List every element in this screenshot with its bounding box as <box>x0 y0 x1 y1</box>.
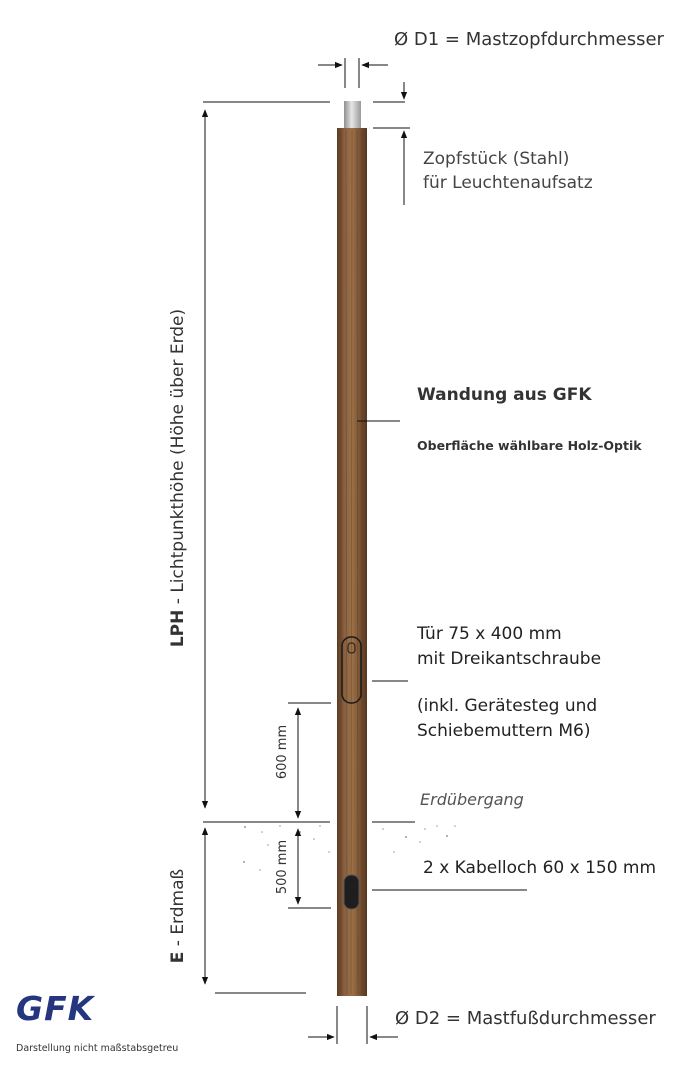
d2-label: Ø D2 = Mastfußdurchmesser <box>395 1008 656 1029</box>
door-line1: Tür 75 x 400 mm <box>417 624 562 644</box>
wandung-subtitle: Oberfläche wählbare Holz-Optik <box>417 438 642 453</box>
lph-abbr: LPH <box>168 609 188 648</box>
brand-logo: GFK <box>16 989 95 1028</box>
zopfstueck-label <box>423 147 593 195</box>
dim-600 <box>288 703 331 818</box>
steel-top-dimension <box>203 82 410 205</box>
lph-text: - Lichtpunkthöhe (Höhe über Erde) <box>168 308 188 610</box>
erdmass-abbr: E <box>168 951 188 964</box>
d2-dimension <box>308 1006 398 1044</box>
dim-600-label: 600 mm <box>275 724 290 780</box>
door-note <box>417 694 597 744</box>
door-note-line1: (inkl. Gerätesteg und <box>417 696 598 716</box>
d1-label: Ø D1 = Mastzopfdurchmesser <box>394 29 664 50</box>
ground-transition-label: Erdübergang <box>420 790 524 809</box>
steel-top-piece <box>344 101 361 128</box>
door-label <box>417 622 601 672</box>
dim-500-label: 500 mm <box>275 839 290 895</box>
door-line2: mit Dreikantschraube <box>417 649 602 669</box>
erdmass-label <box>166 856 190 976</box>
erdmass-text: - Erdmaß <box>168 868 188 952</box>
d1-dimension <box>318 58 388 88</box>
lph-label <box>166 308 190 648</box>
cable-hole-label: 2 x Kabelloch 60 x 150 mm <box>423 858 657 878</box>
zopfstueck-line1: Zopfstück (Stahl) <box>423 149 570 169</box>
dim-500 <box>288 829 331 908</box>
wandung-title: Wandung aus GFK <box>417 385 592 405</box>
zopfstueck-line2: für Leuchtenaufsatz <box>423 173 593 193</box>
door-note-line2: Schiebemuttern M6) <box>417 721 591 741</box>
cable-hole <box>344 875 527 909</box>
scale-note: Darstellung nicht maßstabsgetreu <box>16 1043 179 1054</box>
